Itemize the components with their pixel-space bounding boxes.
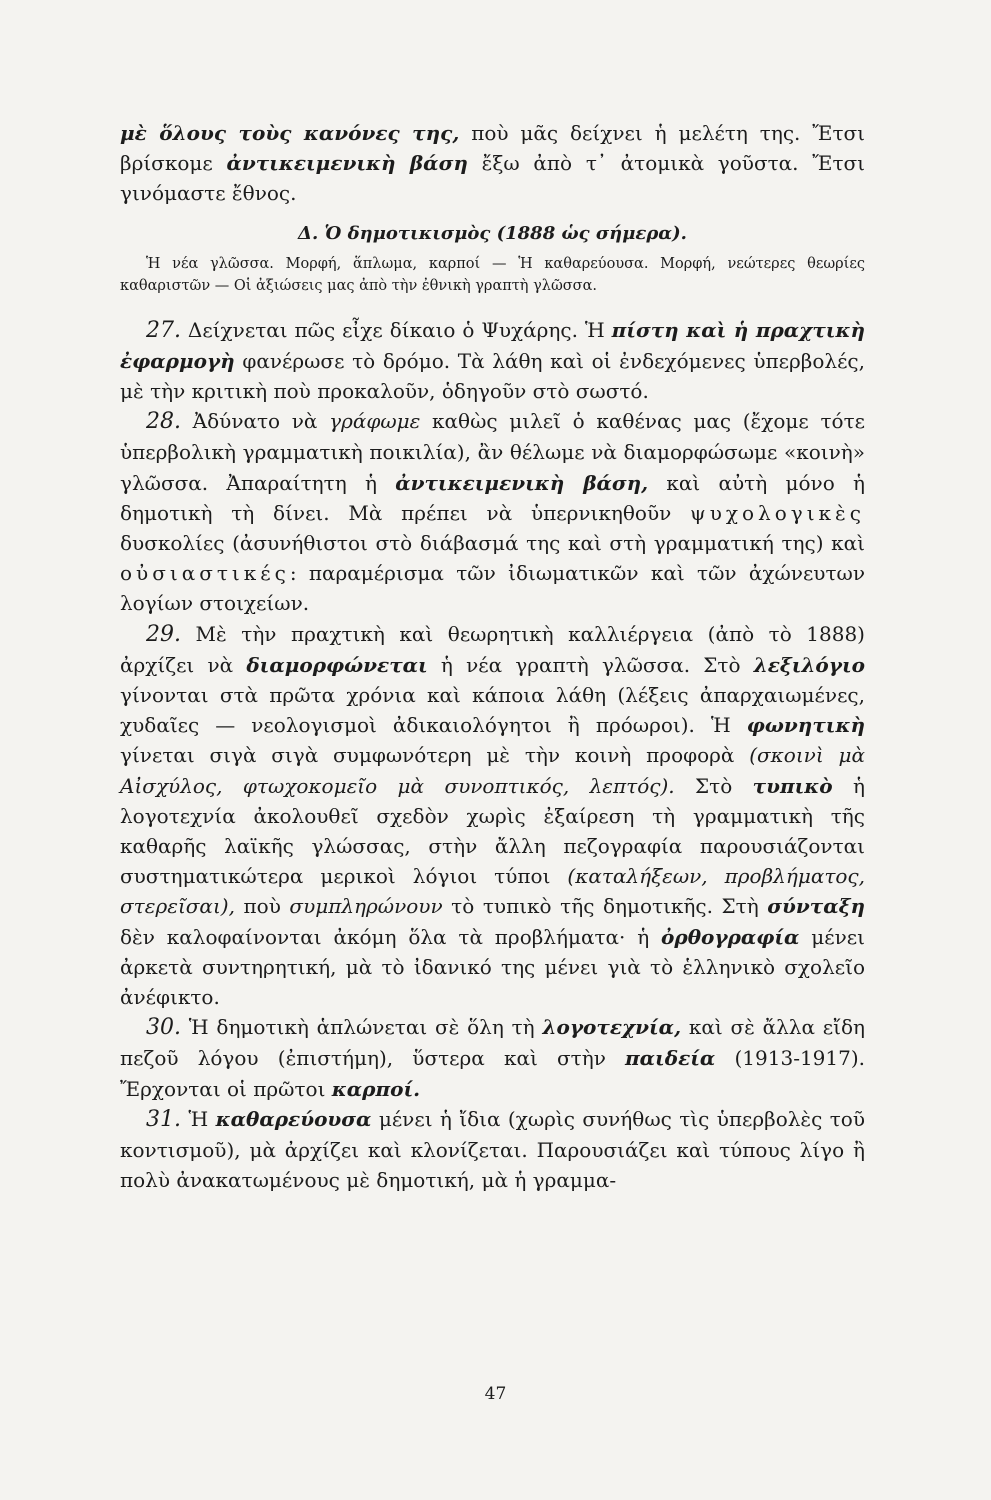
page-body [120, 118, 865, 1196]
body-text: ἡ νέα γραπτὴ γλῶσσα. Στὸ [427, 652, 754, 677]
body-text: ποὺ μᾶς δείχνει ἡ μελέτη της. Ἔτσι βρίσκομε [120, 121, 866, 176]
intro-paragraph [120, 118, 865, 209]
page-number: 47 [484, 1384, 507, 1404]
spaced-text: οὐσιαστικές [120, 561, 290, 586]
body-text: (1913-1917). Ἔρχονται οἱ πρῶτοι [120, 1046, 866, 1101]
body-text: καὶ σὲ ἄλλα εἴδη πεζοῦ λόγου (ἐπιστήμη), ὕστερα καὶ στὴν [120, 1015, 865, 1071]
body-text: Στὸ [674, 773, 753, 798]
body-text: μένει ἡ ἴδια (χωρὶς συνήθως τὶς ὑπερβολὲς τοῦ κοντισμοῦ), μὰ ἀρχίζει καὶ κλονίζεται. Παρουσιάζει καὶ τύπους λίγο ἢ πολὺ ἀνακατωμένους μὲ δημοτική, μὰ ἡ γραμμα- [120, 1106, 865, 1193]
body-text: Ἡ δημοτικὴ ἁπλώνεται σὲ ὅλη τὴ [181, 1015, 543, 1040]
body-text: καὶ αὐτὴ μόνο ἡ δημοτικὴ τὴ δίνει. Μὰ πρέπει νὰ ὑπερνικηθοῦν [120, 470, 865, 525]
paragraph-30 [120, 1012, 865, 1104]
body-text: φανέρωσε τὸ δρόμο. Τὰ λάθη καὶ οἱ ἐνδεχόμενες ὑπερβολές, μὲ τὴν κριτικὴ ποὺ προκαλοῦν, ὁδηγοῦν στὸ σωστό. [120, 348, 865, 404]
italic-text: (σκοινὶ μὰ Αἰσχύλος, φτωχοκομεῖο μὰ συνοπτικός, λεπτός). [120, 743, 865, 798]
section-heading: Δ. Ὁ δημοτικισμὸς (1888 ὡς σήμερα). [298, 222, 687, 244]
emph-text: ἀντικειμενικὴ βάση [226, 151, 468, 176]
paragraph-27 [120, 315, 865, 407]
emph-text: λογοτεχνία, [542, 1015, 682, 1040]
body-text: τὸ τυπικὸ τῆς δημοτικῆς. Στὴ [442, 894, 768, 919]
body-text: Δείχνεται πῶς εἶχε δίκαιο ὁ Ψυχάρης. Ἡ [181, 317, 612, 342]
emph-text: ἀντικειμενικὴ βάση, [395, 470, 649, 495]
body-text: ἔξω ἀπὸ τ᾽ ἀτομικὰ γοῦστα. Ἔτσι γινόμαστε ἔθνος. [120, 151, 865, 206]
body-text: ἡ λογοτεχνία ἀκολουθεῖ σχεδὸν χωρὶς ἐξαίρεση τὴ γραμματικὴ τῆς καθαρῆς λαϊκῆς γλώσσας, στὴν ἄλλη πεζογραφία παρουσιάζονται συστηματικώτερα μερικοὶ λόγιοι τύποι [120, 773, 865, 889]
body-text: καθὼς μιλεῖ ὁ καθένας μας (ἔχομε τότε ὑπερβολικὴ γραμματικὴ ποικιλία), ἂν θέλωμε νὰ διαμορφώσωμε «κοινὴ» γλῶσσα. Ἀπαραίτητη ἡ [120, 409, 865, 495]
spaced-text: ψυχολογικὲς [690, 500, 865, 525]
emph-text: τυπικὸ [752, 773, 833, 798]
emph-text: σύνταξη [767, 894, 865, 919]
paragraph-number: 30. [146, 1015, 181, 1041]
emph-text: φωνητικὴ [746, 713, 865, 738]
paragraph-number: 31. [146, 1106, 181, 1132]
emph-text: διαμορφώνεται [246, 652, 428, 677]
emph-text: μὲ ὅλους τοὺς κανόνες της, [120, 121, 460, 145]
body-text: Μὲ τὴν πραχτικὴ καὶ θεωρητικὴ καλλιέργεια (ἀπὸ τὸ 1888) ἀρχίζει νὰ [120, 621, 865, 677]
body-text: δυσκολίες (ἀσυνήθιστοι στὸ διάβασμά της καὶ στὴ γραμματική της) καὶ [120, 531, 865, 556]
body-text: γίνονται στὰ πρῶτα χρόνια καὶ κάποια λάθη (λέξεις ἀπαρχαιωμένες, χυδαῖες — νεολογισμοὶ ἀδικαιολόγητοι ἢ πρόωροι). Ἡ [120, 683, 865, 738]
emph-text: καθαρεύουσα [215, 1106, 372, 1131]
italic-text: συμπληρώνουν [289, 894, 443, 919]
paragraph-number: 28. [146, 409, 181, 435]
body-text: μένει ἀρκετὰ συντηρητική, μὰ τὸ ἰδανικό της μένει γιὰ τὸ ἑλληνικὸ σχολεῖο ἀνέφικτο. [120, 924, 865, 1010]
paragraph-28 [120, 406, 865, 618]
section-summary: Ἡ νέα γλῶσσα. Μορφή, ἅπλωμα, καρποί — Ἡ καθαρεύουσα. Μορφή, νεώτερες θεωρίες καθαριστῶν — Οἱ ἀξιώσεις μας ἀπὸ τὴν ἐθνικὴ γραπτὴ γλῶσσα. [120, 255, 865, 294]
body-text: γίνεται σιγὰ σιγὰ συμφωνότερη μὲ τὴν κοινὴ προφορὰ [120, 743, 750, 768]
body-text: Ἡ [181, 1106, 216, 1131]
body-text: Ἀδύνατο νὰ [181, 409, 330, 434]
emph-text: παιδεία [625, 1046, 716, 1071]
paragraph-number: 27. [146, 317, 181, 343]
paragraph-29 [120, 619, 865, 1013]
body-text: ποὺ [234, 894, 290, 919]
body-text: δὲν καλοφαίνονται ἀκόμη ὅλα τὰ προβλήματα· ἡ [120, 924, 662, 949]
emph-text: πίστη καὶ ἡ πραχτικὴ ἐφαρμογὴ [120, 317, 866, 373]
paragraph-number: 29. [146, 621, 181, 647]
body-text: : παραμέρισμα τῶν ἰδιωματικῶν καὶ τῶν ἀχώνευτων λογίων στοιχείων. [120, 561, 865, 616]
emph-text: λεξιλόγιο [753, 652, 865, 677]
paragraph-31 [120, 1104, 865, 1196]
italic-text: (καταλήξεων, προβλήματος, στερεῖσαι), [120, 864, 865, 919]
emph-text: ὀρθογραφία [661, 924, 800, 949]
italic-text: γράφωμε [329, 409, 421, 434]
emph-text: καρποί. [331, 1076, 421, 1101]
